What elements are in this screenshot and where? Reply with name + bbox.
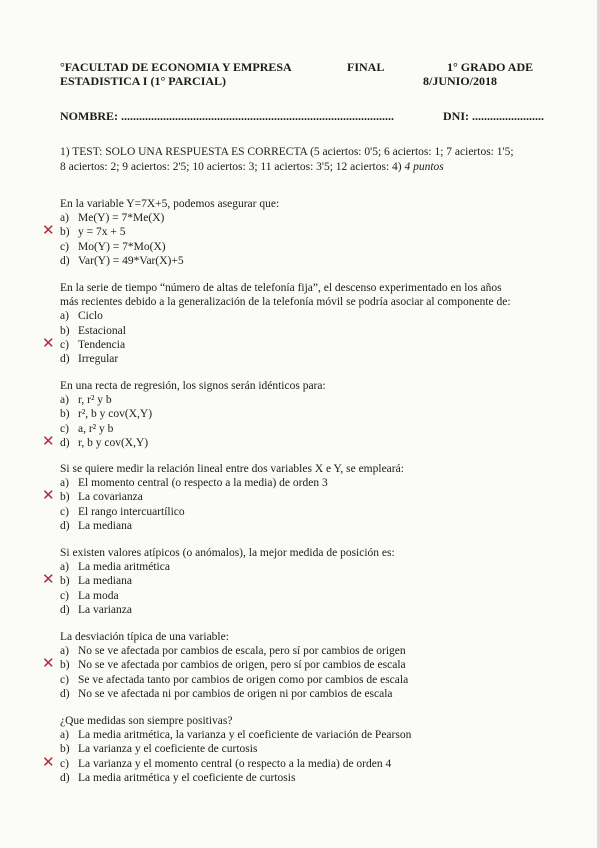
- option-text: No se ve afectada por cambios de origen, pero sí por cambios de escala: [78, 659, 406, 672]
- faculty-title: °FACULTAD DE ECONOMIA Y EMPRESA: [60, 60, 292, 74]
- option-text: Mo(Y) = 7*Mo(X): [78, 240, 166, 253]
- instructions-points: 4 puntos: [401, 161, 444, 173]
- answer-option: [60, 254, 279, 268]
- option-text: La media aritmética, la varianza y el coeficiente de variación de Pearson: [78, 729, 412, 742]
- option-text: La covarianza: [78, 491, 143, 504]
- cross-mark-icon: ✕: [42, 431, 55, 450]
- answer-option: [60, 393, 326, 407]
- option-letter: c): [60, 673, 69, 686]
- question-stem: Si se quiere medir la relación lineal entre dos variables X e Y, se empleará:: [60, 463, 404, 475]
- question-stem: ¿Que medidas son siempre positivas?: [60, 715, 233, 727]
- option-letter: b): [60, 226, 70, 239]
- option-letter: d): [60, 254, 70, 267]
- answer-option: [60, 742, 411, 756]
- question-5: [42, 546, 395, 617]
- option-letter: d): [60, 353, 70, 366]
- question-stem: En la variable Y=7X+5, podemos asegurar que:: [60, 198, 280, 210]
- answer-option: [60, 240, 279, 254]
- answer-option: [60, 603, 395, 617]
- option-text: La mediana: [78, 575, 132, 588]
- option-text: No se ve afectada ni por cambios de origen ni por cambios de escala: [78, 687, 393, 700]
- option-letter: b): [60, 743, 70, 756]
- answer-option: [60, 352, 511, 366]
- name-fill-line: ...........................................................................................: [121, 109, 394, 123]
- option-letter: c): [60, 589, 69, 602]
- option-text: Se ve afectada tanto por cambios de origen como por cambios de escala: [78, 673, 409, 686]
- option-text: La mediana: [78, 519, 132, 532]
- answer-option: [60, 560, 395, 574]
- option-text: La varianza y el coeficiente de curtosis: [78, 743, 258, 756]
- answer-option: [60, 422, 326, 436]
- option-letter: b): [60, 491, 70, 504]
- answer-option: [42, 431, 326, 450]
- option-text: No se ve afectada por cambios de escala, pero sí por cambios de origen: [78, 645, 406, 658]
- option-letter: c): [60, 505, 69, 518]
- option-letter: d): [60, 771, 70, 784]
- option-text: La varianza y el momento central (o respecto a la media) de orden 4: [78, 757, 392, 770]
- cross-mark-icon: ✕: [42, 654, 55, 673]
- cross-mark-icon: ✕: [42, 486, 55, 505]
- option-text: Var(Y) = 49*Var(X)+5: [78, 254, 184, 267]
- answer-option: [60, 211, 279, 225]
- question-stem: En una recta de regresión, los signos serán idénticos para:: [60, 380, 326, 392]
- grade-label: 1° GRADO ADE: [447, 60, 534, 74]
- answer-option: [42, 486, 404, 505]
- answer-option: [60, 476, 404, 490]
- option-letter: a): [60, 394, 69, 407]
- option-letter: b): [60, 659, 70, 672]
- option-text: La media aritmética: [78, 561, 170, 574]
- answer-option: [60, 687, 408, 701]
- option-text: La moda: [78, 589, 119, 602]
- exam-date: 8/JUNIO/2018: [423, 74, 498, 88]
- option-letter: a): [60, 561, 69, 574]
- option-text: r, r² y b: [78, 394, 112, 407]
- option-letter: a): [60, 310, 69, 323]
- option-text: Ciclo: [78, 310, 103, 323]
- question-stem: más recientes debido a la generalización de la telefonía móvil se podría asociar al componente de:: [60, 296, 511, 309]
- question-stem: Si existen valores atípicos (o anómalos), la mejor medida de posición es:: [60, 547, 395, 559]
- answer-option: [42, 752, 411, 771]
- question-7: [42, 714, 412, 785]
- question-2: [42, 281, 511, 366]
- exam-type: FINAL: [347, 60, 385, 74]
- option-text: Estacional: [78, 324, 126, 337]
- option-letter: a): [60, 645, 69, 658]
- option-text: y = 7x + 5: [78, 226, 126, 239]
- answer-option: [42, 221, 279, 240]
- instructions-line-1: 1) TEST: SOLO UNA RESPUESTA ES CORRECTA (5 aciertos: 0'5; 6 aciertos: 1; 7 aciertos: 1'5;: [60, 146, 514, 158]
- cross-mark-icon: ✕: [42, 221, 55, 240]
- answer-option: [60, 644, 408, 658]
- answer-option: [60, 519, 404, 533]
- answer-option: [60, 673, 408, 687]
- option-text: Me(Y) = 7*Me(X): [78, 212, 165, 225]
- option-letter: d): [60, 603, 70, 616]
- option-text: Tendencia: [78, 338, 126, 351]
- instructions-line-2: [60, 161, 444, 173]
- option-letter: c): [60, 422, 69, 435]
- subject-title: ESTADISTICA I (1° PARCIAL): [60, 74, 227, 88]
- option-letter: a): [60, 212, 69, 225]
- option-letter: a): [60, 729, 69, 742]
- option-letter: c): [60, 240, 69, 253]
- option-letter: b): [60, 575, 70, 588]
- instructions-scoring: 8 aciertos: 2; 9 aciertos: 2'5; 10 aciertos: 3; 11 aciertos: 3'5; 12 aciertos: 4): [60, 161, 402, 173]
- dni-label: DNI:: [443, 109, 472, 123]
- option-letter: b): [60, 408, 70, 421]
- dni-line: [443, 109, 544, 124]
- option-text: El momento central (o respecto a la media) de orden 3: [78, 477, 328, 490]
- option-letter: d): [60, 687, 70, 700]
- answer-option: [60, 589, 395, 603]
- answer-option: [42, 654, 408, 673]
- answer-option: [42, 333, 511, 352]
- option-text: Irregular: [78, 353, 119, 366]
- answer-option: [60, 407, 326, 421]
- option-text: La media aritmética y el coeficiente de curtosis: [78, 771, 296, 784]
- option-letter: d): [60, 519, 70, 532]
- cross-mark-icon: ✕: [42, 570, 55, 589]
- option-letter: d): [60, 436, 70, 449]
- option-text: El rango intercuartílico: [78, 505, 185, 518]
- answer-option: [60, 728, 411, 742]
- cross-mark-icon: ✕: [42, 752, 55, 771]
- name-label: NOMBRE:: [60, 109, 121, 123]
- question-stem: En la serie de tiempo “número de altas de telefonía fija”, el descenso experimentado en los años: [60, 282, 502, 294]
- option-letter: c): [60, 338, 69, 351]
- option-text: a, r² y b: [78, 422, 114, 435]
- cross-mark-icon: ✕: [42, 333, 55, 352]
- answer-option: [60, 309, 511, 323]
- option-letter: b): [60, 324, 70, 337]
- question-1: [42, 197, 280, 268]
- answer-option: [60, 505, 404, 519]
- answer-option: [60, 324, 511, 338]
- option-text: r², b y cov(X,Y): [78, 408, 153, 421]
- option-letter: c): [60, 757, 69, 770]
- answer-option: [42, 570, 395, 589]
- question-6: [42, 630, 409, 701]
- option-text: r, b y cov(X,Y): [78, 436, 149, 449]
- option-text: La varianza: [78, 603, 132, 616]
- dni-fill-line: ........................: [472, 109, 544, 123]
- question-4: [42, 462, 404, 533]
- answer-option: [60, 771, 411, 785]
- option-letter: a): [60, 477, 69, 490]
- question-3: [42, 379, 326, 450]
- name-line: [60, 109, 394, 124]
- question-stem: La desviación típica de una variable:: [60, 631, 229, 643]
